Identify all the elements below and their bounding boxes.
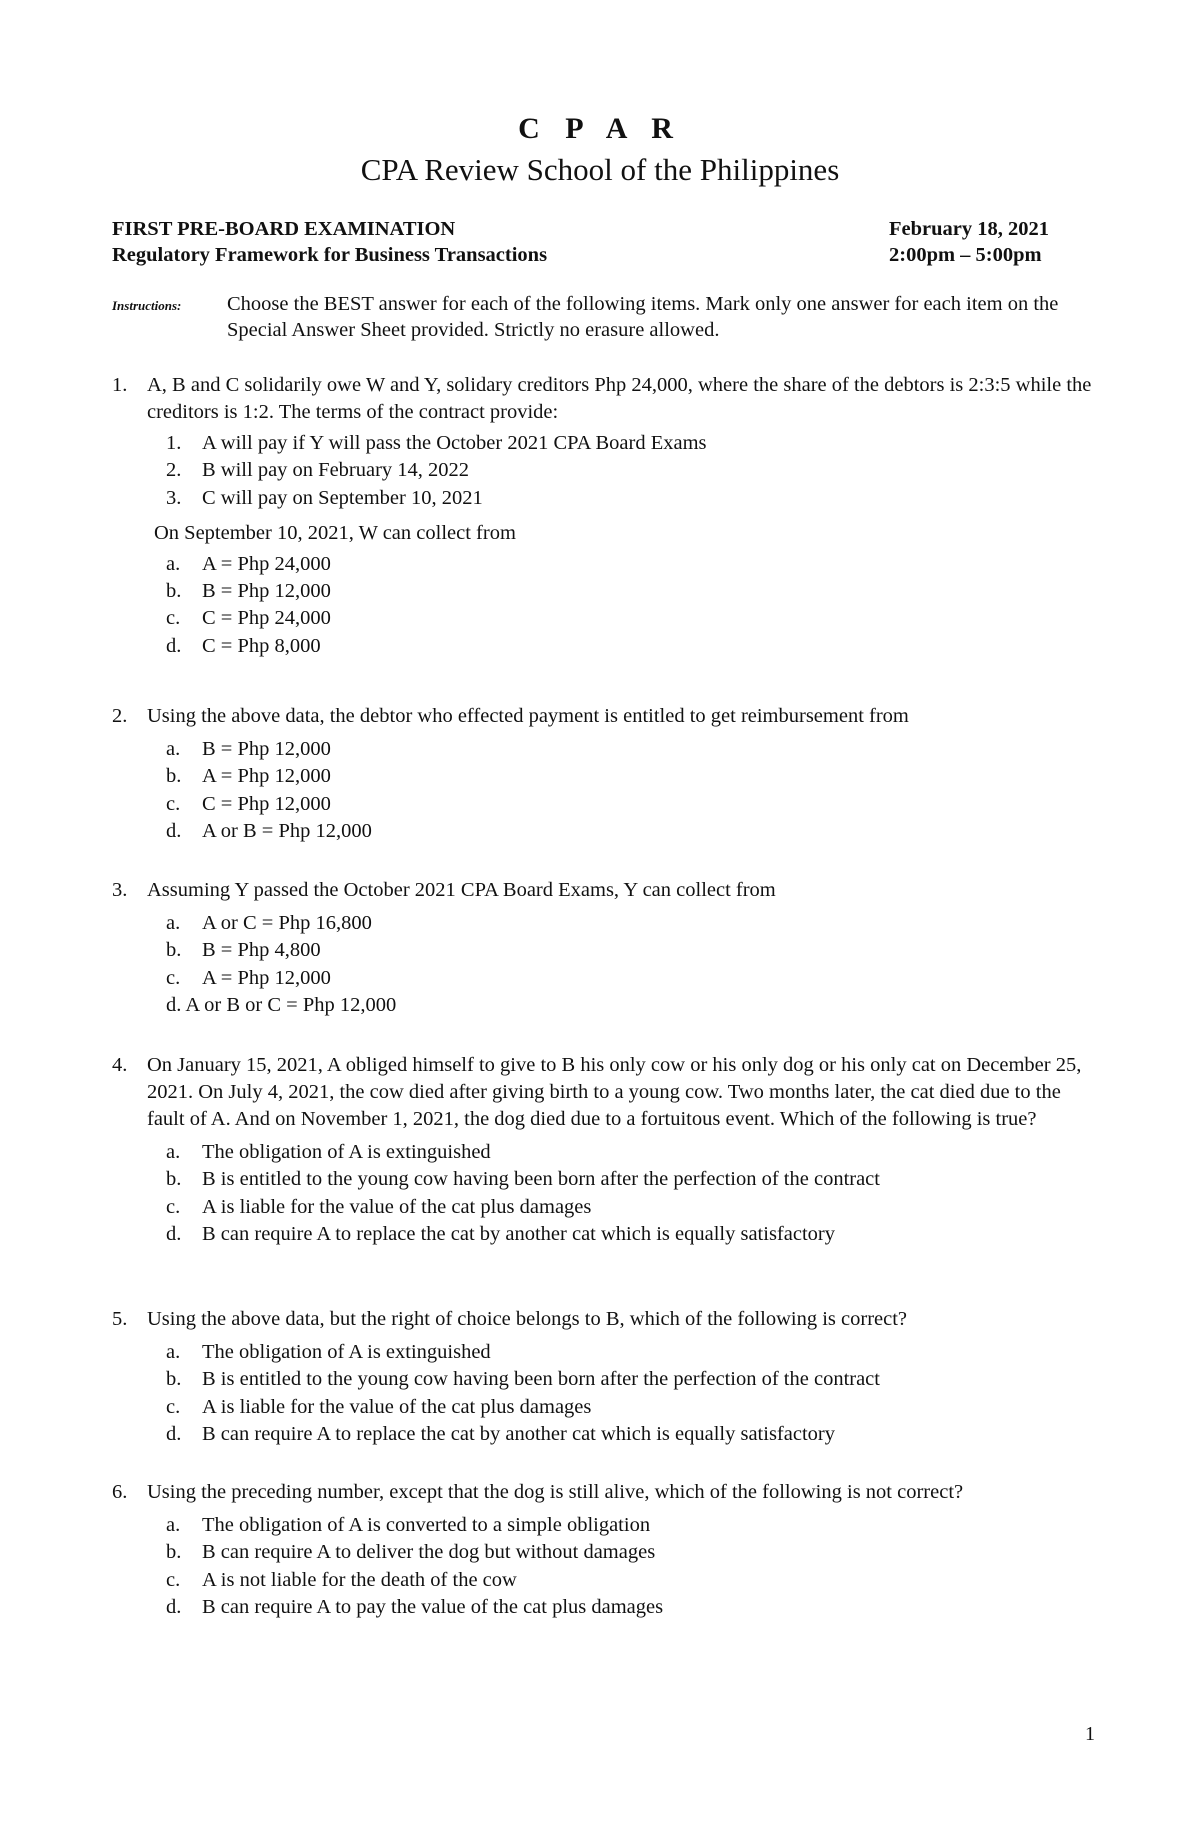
condition-item [154,430,1102,457]
question-3 [112,877,1102,1019]
option-letter: d. [166,819,182,842]
question-2 [112,703,1102,845]
option-text: A is liable for the value of the cat plus damages [202,1395,592,1418]
answer-option [154,1539,1102,1566]
option-text: B is entitled to the young cow having been born after the perfection of the contract [202,1368,880,1391]
option-letter: a. [166,1141,181,1163]
option-text: C = Php 24,000 [202,607,331,630]
option-letter: c. [166,966,181,989]
option-letter: b. [166,580,182,603]
option-letter: b. [166,765,182,788]
answer-option [154,1567,1102,1594]
question-stem: Assuming Y passed the October 2021 CPA Board Exams, Y can collect from [147,879,776,901]
condition-text: A will pay if Y will pass the October 2021 CPA Board Exams [202,432,707,454]
option-text: The obligation of A is extinguished [202,1141,491,1163]
page-number: 1 [1085,1723,1095,1745]
condition-text: C will pay on September 10, 2021 [202,486,483,509]
option-text: B can require A to deliver the dog but without damages [202,1541,656,1564]
option-letter: a. [166,912,181,934]
option-letter: d. [166,1595,182,1618]
question-stem: Using the above data, but the right of choice belongs to B, which of the following is correct? [147,1308,908,1330]
condition-marker: 1. [166,432,182,454]
exam-title: FIRST PRE-BOARD EXAMINATION [112,218,456,240]
option-text: The obligation of A is converted to a simple obligation [202,1514,651,1536]
answer-options [112,736,1102,845]
answer-options [112,1139,1102,1248]
option-text: d. A or B or C = Php 12,000 [166,993,397,1016]
option-text: B can require A to pay the value of the cat plus damages [202,1595,664,1618]
option-letter: c. [166,792,181,815]
header-row-2 [112,244,1072,267]
answer-option [154,1166,1102,1193]
option-letter: c. [166,1395,181,1418]
brand-title: C P A R [518,112,682,145]
option-letter: b. [166,1541,182,1564]
answer-option [154,736,1102,763]
option-text: A is liable for the value of the cat plus damages [202,1195,592,1218]
option-text: A is not liable for the death of the cow [202,1568,517,1591]
option-text: B = Php 4,800 [202,939,321,962]
question-lead: On September 10, 2021, W can collect from [154,521,516,544]
option-text: A = Php 24,000 [202,552,331,575]
answer-option [154,578,1102,605]
condition-marker: 2. [166,459,182,482]
condition-item [154,485,1102,512]
question-number: 2. [112,705,128,727]
option-text: A = Php 12,000 [202,765,331,788]
exam-time: 2:00pm – 5:00pm [889,244,1042,266]
option-letter: c. [166,607,181,630]
answer-option [154,1366,1102,1393]
question-stem: Using the preceding number, except that the dog is still alive, which of the following is not correct? [147,1481,964,1503]
question-number: 1. [112,374,128,396]
option-text: A = Php 12,000 [202,966,331,989]
answer-options [112,910,1102,1019]
answer-options [112,1339,1102,1448]
option-letter: c. [166,1568,181,1591]
answer-options [112,1512,1102,1621]
condition-list [112,430,1102,512]
answer-option [154,1139,1102,1166]
option-letter: d. [166,1422,182,1445]
option-text: B can require A to replace the cat by another cat which is equally satisfactory [202,1222,835,1245]
question-6 [112,1479,1102,1621]
answer-option [154,763,1102,790]
answer-option [154,1394,1102,1421]
option-text: A or C = Php 16,800 [202,912,372,934]
answer-option [154,1512,1102,1539]
header-row-1 [112,218,1072,241]
answer-option [154,910,1102,937]
question-4 [112,1052,1102,1248]
answer-options [112,551,1102,660]
option-text: The obligation of A is extinguished [202,1341,491,1363]
option-text: B can require A to replace the cat by another cat which is equally satisfactory [202,1422,835,1445]
answer-option [154,1339,1102,1366]
condition-text: B will pay on February 14, 2022 [202,459,470,482]
option-letter: c. [166,1195,181,1218]
answer-option [154,1221,1102,1248]
instructions-label: Instructions: [112,298,182,313]
option-letter: d. [166,1222,182,1245]
answer-option [154,1421,1102,1448]
question-stem: Using the above data, the debtor who effected payment is entitled to get reimbursement from [147,705,909,727]
condition-marker: 3. [166,486,182,509]
answer-option [154,791,1102,818]
option-text: A or B = Php 12,000 [202,819,372,842]
option-text: B = Php 12,000 [202,580,331,603]
answer-option [154,1194,1102,1221]
instructions-text: Choose the BEST answer for each of the following items. Mark only one answer for each item on the Special Answer Sheet provided. Strictly no erasure allowed. [227,293,1059,341]
instructions [112,291,1102,343]
answer-option [154,1594,1102,1621]
option-text: B is entitled to the young cow having been born after the perfection of the contract [202,1168,880,1191]
option-letter: d. [166,634,182,657]
condition-item [154,457,1102,484]
question-number: 5. [112,1308,128,1330]
question-number: 4. [112,1054,128,1076]
exam-subject: Regulatory Framework for Business Transactions [112,244,548,266]
option-letter: b. [166,939,182,962]
option-text: C = Php 8,000 [202,634,321,657]
question-number: 6. [112,1481,128,1503]
answer-option [154,937,1102,964]
answer-option [154,965,1102,992]
school-name: CPA Review School of the Philippines [360,152,840,187]
question-stem: On January 15, 2021, A obliged himself to give to B his only cow or his only dog or his only cat on December 25, 2021. On July 4, 2021, the cow died after giving birth to a young cow. Two months later, the cat died due to the fault of A. And on November 1, 2021, the dog died due to a fortuitous event. Which of the following is true? [147,1054,1082,1130]
question-5 [112,1306,1102,1448]
option-letter: b. [166,1168,182,1191]
answer-option [154,633,1102,660]
answer-option [154,551,1102,578]
option-letter: b. [166,1368,182,1391]
option-text: C = Php 12,000 [202,792,331,815]
answer-option [154,605,1102,632]
answer-option [154,818,1102,845]
option-letter: a. [166,738,181,760]
answer-option [154,992,1102,1019]
option-text: B = Php 12,000 [202,738,331,760]
question-stem: A, B and C solidarily owe W and Y, solidary creditors Php 24,000, where the share of the debtors is 2:3:5 while the creditors is 1:2. The terms of the contract provide: [147,374,1092,423]
option-letter: a. [166,1514,181,1536]
option-letter: a. [166,552,181,575]
exam-date: February 18, 2021 [889,218,1049,240]
question-number: 3. [112,879,128,901]
question-1 [112,372,1102,660]
option-letter: a. [166,1341,181,1363]
